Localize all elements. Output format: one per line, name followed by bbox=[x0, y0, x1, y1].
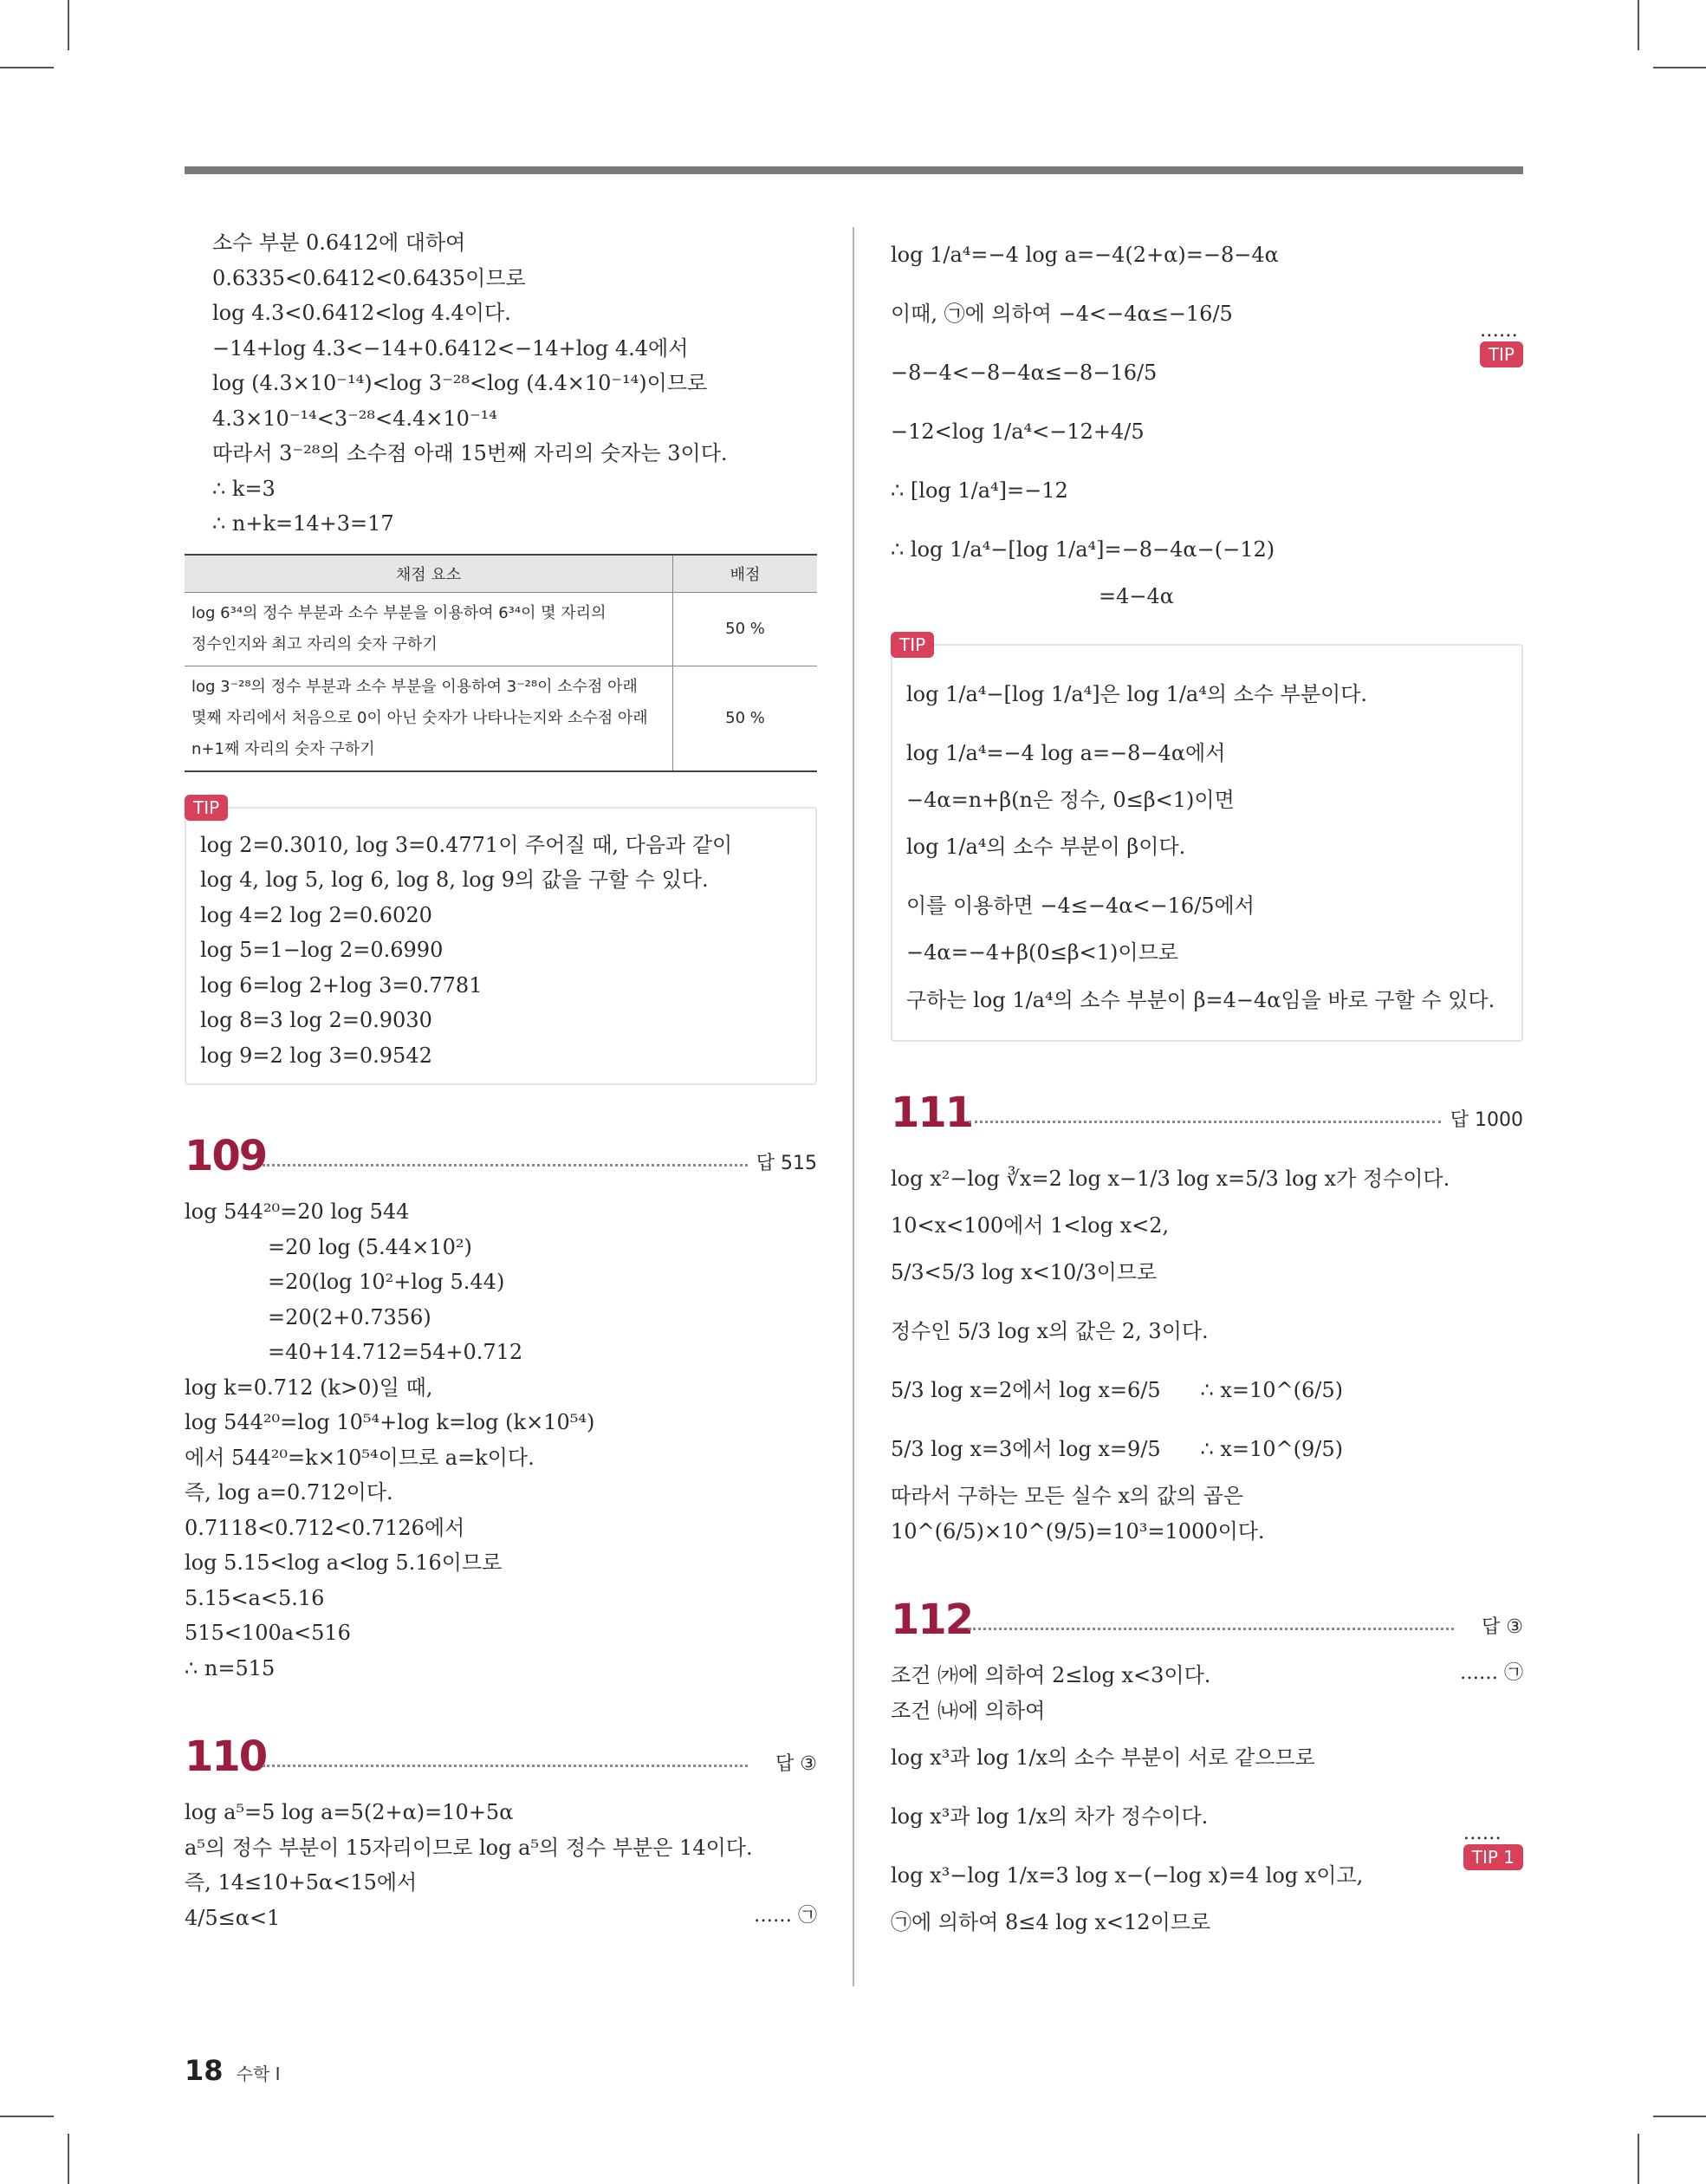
crop-mark bbox=[0, 67, 54, 68]
table-header-row bbox=[185, 555, 817, 593]
text-line: 10^(6/5)×10^(9/5)=10³=1000이다. bbox=[891, 1518, 1265, 1544]
cell-text: n+1째 자리의 숫자 구하기 bbox=[191, 739, 375, 758]
text-line: log k=0.712 (k>0)일 때, bbox=[185, 1375, 433, 1400]
text-line: log 4.3<0.6412<log 4.4이다. bbox=[212, 301, 511, 325]
text-line: 즉, log a=0.712이다. bbox=[185, 1480, 393, 1505]
page-footer bbox=[185, 2054, 281, 2087]
text-line: log x³−log 1/x=3 log x−(−log x)=4 log x이고, bbox=[891, 1863, 1364, 1888]
crop-mark bbox=[68, 0, 69, 50]
text-line: 0.7118<0.712<0.7126에서 bbox=[185, 1515, 465, 1540]
text-line-with-mark bbox=[185, 1901, 817, 1936]
cell-text: 몇째 자리에서 처음으로 0이 아닌 숫자가 나타나는지와 소수점 아래 bbox=[191, 708, 648, 727]
right-column bbox=[891, 225, 1523, 1940]
problem-number: 109 bbox=[185, 1132, 267, 1180]
text-line: 5/3 log x=3에서 log x=9/5 ∴ x=10^(9/5) bbox=[891, 1437, 1343, 1461]
crop-mark bbox=[1653, 2116, 1706, 2117]
tip-line: log 2=0.3010, log 3=0.4771이 주어질 때, 다음과 같이 bbox=[200, 832, 733, 857]
problem-number: 112 bbox=[891, 1596, 973, 1644]
dots-mark: …… bbox=[1463, 1823, 1502, 1844]
text-line: ㉠에 의하여 8≤4 log x<12이므로 bbox=[891, 1910, 1211, 1934]
tip-line: log 5=1−log 2=0.6990 bbox=[200, 938, 444, 962]
text-line: log x³과 log 1/x의 차가 정수이다. bbox=[891, 1804, 1209, 1829]
table-header-points: 배점 bbox=[673, 555, 818, 593]
text-line: 4/5≤α<1 bbox=[185, 1905, 281, 1930]
problem-110-header bbox=[185, 1726, 817, 1786]
text-line: 따라서 구하는 모든 실수 x의 값의 곱은 bbox=[891, 1484, 1244, 1508]
tip-line: log 4=2 log 2=0.6020 bbox=[200, 902, 432, 927]
text-line: =20(log 10²+log 5.44) bbox=[268, 1270, 505, 1294]
dotted-leader bbox=[969, 1628, 1454, 1630]
tip-box bbox=[891, 634, 1523, 1042]
table-cell-points: 50 % bbox=[673, 592, 818, 666]
table-row bbox=[185, 666, 817, 771]
text-line: ∴ k=3 bbox=[212, 476, 276, 501]
solution-continuation bbox=[185, 225, 817, 542]
problem-112-solution bbox=[891, 1658, 1523, 1940]
tip-badge: TIP bbox=[891, 632, 934, 658]
tip-line: −4α=−4+β(0≤β<1)이므로 bbox=[906, 940, 1178, 965]
equation-mark: …… ㉠ bbox=[1460, 1662, 1523, 1684]
tip-content bbox=[185, 807, 817, 1086]
text-line: 조건 ㈎에 의하여 2≤log x<3이다. bbox=[891, 1663, 1211, 1687]
tip-badge: TIP bbox=[1480, 341, 1523, 367]
subject-label: 수학 I bbox=[236, 2064, 281, 2084]
table-row bbox=[185, 592, 817, 666]
text-line: a⁵의 정수 부분이 15자리이므로 log a⁵의 정수 부분은 14이다. bbox=[185, 1835, 753, 1860]
text-line: 정수인 5/3 log x의 값은 2, 3이다. bbox=[891, 1319, 1209, 1343]
cell-text: log 3⁻²⁸의 정수 부분과 소수 부분을 이용하여 3⁻²⁸이 소수점 아래 bbox=[191, 677, 638, 696]
cell-text: 정수인지와 최고 자리의 숫자 구하기 bbox=[191, 634, 438, 653]
table-cell-points: 50 % bbox=[673, 666, 818, 771]
dotted-leader bbox=[263, 1164, 748, 1167]
text-line: 4.3×10⁻¹⁴<3⁻²⁸<4.4×10⁻¹⁴ bbox=[212, 406, 497, 431]
dotted-leader bbox=[263, 1765, 748, 1767]
text-line: 즉, 14≤10+5α<15에서 bbox=[185, 1870, 418, 1895]
text-line: 소수 부분 0.6412에 대하여 bbox=[212, 231, 466, 255]
text-line: log a⁵=5 log a=5(2+α)=10+5α bbox=[185, 1800, 514, 1824]
problem-109-solution bbox=[185, 1194, 817, 1686]
tip-badge: TIP bbox=[185, 795, 228, 821]
crop-mark bbox=[1638, 2134, 1639, 2184]
text-line: 조건 ㈏에 의하여 bbox=[891, 1698, 1046, 1723]
problem-111-header bbox=[891, 1082, 1523, 1142]
tip-content bbox=[891, 644, 1523, 1042]
tip-line: log 1/a⁴=−4 log a=−8−4α에서 bbox=[906, 740, 1226, 765]
problem-109-header bbox=[185, 1125, 817, 1186]
answer-label: 답 ③ bbox=[775, 1753, 817, 1775]
text-line: log 544²⁰=20 log 544 bbox=[185, 1199, 410, 1224]
equation-mark bbox=[1415, 1801, 1523, 1892]
crop-mark bbox=[68, 2134, 69, 2184]
tip-line: −4α=n+β(n은 정수, 0≤β<1)이면 bbox=[906, 787, 1235, 812]
text-line: ∴ [log 1/a⁴]=−12 bbox=[891, 478, 1068, 503]
text-line: 에서 544²⁰=k×10⁵⁴이므로 a=k이다. bbox=[185, 1445, 535, 1470]
equation-mark bbox=[1431, 298, 1523, 389]
problem-112-header bbox=[891, 1589, 1523, 1649]
text-line: log x³과 log 1/x의 소수 부분이 서로 같으므로 bbox=[891, 1745, 1315, 1770]
column-divider bbox=[853, 227, 854, 1986]
text-line: 0.6335<0.6412<0.6435이므로 bbox=[212, 265, 526, 290]
tip-line: log 6=log 2+log 3=0.7781 bbox=[200, 972, 483, 998]
tip-line: log 4, log 5, log 6, log 8, log 9의 값을 구할 수 있다. bbox=[200, 868, 709, 892]
tip-line: log 1/a⁴−[log 1/a⁴]은 log 1/a⁴의 소수 부분이다. bbox=[906, 681, 1368, 706]
text-line: 5/3 log x=2에서 log x=6/5 ∴ x=10^(6/5) bbox=[891, 1378, 1343, 1402]
text-line: log x²−log ∛x=2 log x−1/3 log x=5/3 log x가 정수이다. bbox=[891, 1166, 1450, 1191]
text-line: −12<log 1/a⁴<−12+4/5 bbox=[891, 419, 1145, 444]
text-line: ∴ n+k=14+3=17 bbox=[212, 511, 394, 536]
text-line-with-mark bbox=[891, 284, 1523, 365]
text-line: =40+14.712=54+0.712 bbox=[268, 1340, 523, 1364]
text-line: 따라서 3⁻²⁸의 소수점 아래 15번째 자리의 숫자는 3이다. bbox=[212, 441, 728, 465]
problem-110-solution bbox=[185, 1795, 817, 1935]
text-line: ∴ log 1/a⁴−[log 1/a⁴]=−8−4α−(−12) bbox=[891, 537, 1275, 562]
left-column bbox=[185, 225, 817, 1935]
text-line: log 5.15<log a<log 5.16이므로 bbox=[185, 1550, 503, 1575]
text-line: log 544²⁰=log 10⁵⁴+log k=log (k×10⁵⁴) bbox=[185, 1410, 595, 1434]
solution-continuation bbox=[891, 225, 1523, 614]
text-line: ∴ n=515 bbox=[185, 1655, 276, 1680]
answer-label: 답 1000 bbox=[1450, 1108, 1523, 1131]
text-line: −14+log 4.3<−14+0.6412<−14+log 4.4에서 bbox=[212, 335, 689, 361]
tip-badge: TIP 1 bbox=[1463, 1844, 1523, 1870]
answer-label: 답 ③ bbox=[1482, 1616, 1523, 1638]
problem-number: 111 bbox=[891, 1088, 973, 1137]
equation-mark: …… ㉠ bbox=[754, 1904, 817, 1927]
scoring-table bbox=[185, 554, 817, 772]
dots-mark: …… bbox=[1479, 320, 1518, 341]
crop-mark bbox=[1638, 0, 1639, 50]
page-number: 18 bbox=[185, 2054, 224, 2087]
text-line: log (4.3×10⁻¹⁴)<log 3⁻²⁸<log (4.4×10⁻¹⁴)이므로 bbox=[212, 371, 708, 395]
problem-111-solution bbox=[891, 1149, 1523, 1550]
answer-label: 답 515 bbox=[756, 1153, 817, 1174]
text-line: −8−4<−8−4α≤−8−16/5 bbox=[891, 361, 1158, 385]
dotted-leader bbox=[969, 1121, 1441, 1123]
text-line: 5/3<5/3 log x<10/3이므로 bbox=[891, 1260, 1158, 1284]
crop-mark bbox=[1653, 67, 1706, 68]
table-cell-item bbox=[185, 666, 673, 771]
tip-line: log 9=2 log 3=0.9542 bbox=[200, 1043, 432, 1068]
header-rule bbox=[185, 166, 1523, 174]
text-line: =20(2+0.7356) bbox=[268, 1304, 431, 1329]
tip-line: 구하는 log 1/a⁴의 소수 부분이 β=4−4α임을 바로 구할 수 있다. bbox=[906, 987, 1495, 1012]
text-line: =20 log (5.44×10²) bbox=[268, 1234, 472, 1259]
tip-line: log 1/a⁴의 소수 부분이 β이다. bbox=[906, 835, 1186, 859]
text-line: 10<x<100에서 1<log x<2, bbox=[891, 1212, 1170, 1238]
table-header-item: 채점 요소 bbox=[185, 555, 673, 593]
tip-line: 이를 이용하면 −4≤−4α<−16/5에서 bbox=[906, 894, 1255, 918]
text-line-with-mark bbox=[891, 1787, 1523, 1868]
text-line-with-mark bbox=[891, 1658, 1523, 1693]
tip-line: log 8=3 log 2=0.9030 bbox=[200, 1008, 432, 1032]
text-line: log 1/a⁴=−4 log a=−4(2+α)=−8−4α bbox=[891, 243, 1279, 267]
problem-number: 110 bbox=[185, 1732, 267, 1781]
text-line: 515<100a<516 bbox=[185, 1621, 351, 1645]
text-line: =4−4α bbox=[1099, 584, 1174, 608]
crop-mark bbox=[0, 2116, 54, 2117]
tip-box bbox=[185, 796, 817, 1086]
table-cell-item bbox=[185, 592, 673, 666]
cell-text: log 6³⁴의 정수 부분과 소수 부분을 이용하여 6³⁴이 몇 자리의 bbox=[191, 603, 607, 622]
text-line: 5.15<a<5.16 bbox=[185, 1585, 325, 1610]
text-line: 이때, ㉠에 의하여 −4<−4α≤−16/5 bbox=[891, 302, 1233, 326]
